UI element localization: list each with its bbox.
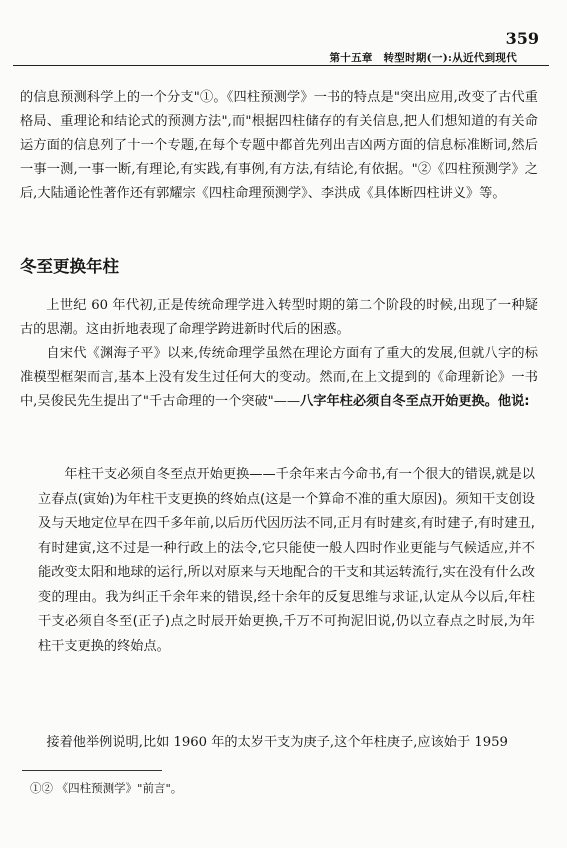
- paragraph-4: 接着他举例说明,比如 1960 年的太岁干支为庚子,这个年柱庚子,应该始于 1959: [46, 735, 508, 750]
- section-heading: 冬至更换年柱: [20, 257, 119, 276]
- footnote: ①② 《四柱预测学》"前言"。: [30, 781, 183, 795]
- paragraph-3-tail: 他说:: [497, 394, 530, 409]
- paragraph-3-text: 自宋代《渊海子平》以来,传统命理学虽然在理论方面有了重大的发展,但就八字的标准模型框架而言,基本上没有发生过任何大的变动。然而,在上文提到的《命理新论》一书中,吴俊民先生提出了"千古命理的一个突破"——: [20, 346, 538, 409]
- page-number: 359: [505, 29, 539, 48]
- paragraph-2: 上世纪 60 年代初,正是传统命理学进入转型时期的第二个阶段的时候,出现了一种疑古的思潮。这由折地表现了命理学跨进新时代后的困惑。: [20, 298, 538, 337]
- running-head: 第十五章 转型时期(一):从近代到现代: [329, 52, 517, 64]
- header-rule: [13, 65, 549, 66]
- paragraph-3: [20, 342, 538, 414]
- block-quote: 年柱干支必须自冬至点开始更换——千余年来古今命书,有一个很大的错误,就是以立春点(寅始)为年柱干支更换的终始点(这是一个算命不准的重大原因)。须知干支创设及与天地定位早在四千多年前,以后历代因历法不同,正月有时建亥,有时建子,有时建丑,有时建寅,这不过是一种行政上的法令,它只能使一般人四时作业更能与气候适应,并不能改变太阳和地球的运行,所以对原来与天地配合的干支和其运转流行,实在没有什么改变的理由。我为纠正千余年来的错误,经十余年的反复思维与求证,认定从今以后,年柱干支必须自冬至(正子)点之时辰开始更换,千万不可拘泥旧说,仍以立春点之时辰,为年柱干支更换的终始点。: [38, 467, 535, 654]
- footnote-rule: [22, 770, 162, 771]
- paragraph-3-emphasis: 八字年柱必须自冬至点开始更换。: [300, 394, 498, 409]
- paragraph-1: 的信息预测科学上的一个分支"①。《四柱预测学》一书的特点是"突出应用,改变了古代重格局、重理论和结论式的预测方法",而"根据四柱储存的有关信息,把人们想知道的有关命运方面的信息列了十一个专题,在每个专题中都首先列出吉凶两方面的信息标准断词,然后一事一测,一事一断,有理论,有实践,有事例,有方法,有结论,有依据。"②《四柱预测学》之后,大陆通论性著作还有郭耀宗《四柱命理预测学》、李洪成《具体断四柱讲义》等。: [20, 90, 538, 201]
